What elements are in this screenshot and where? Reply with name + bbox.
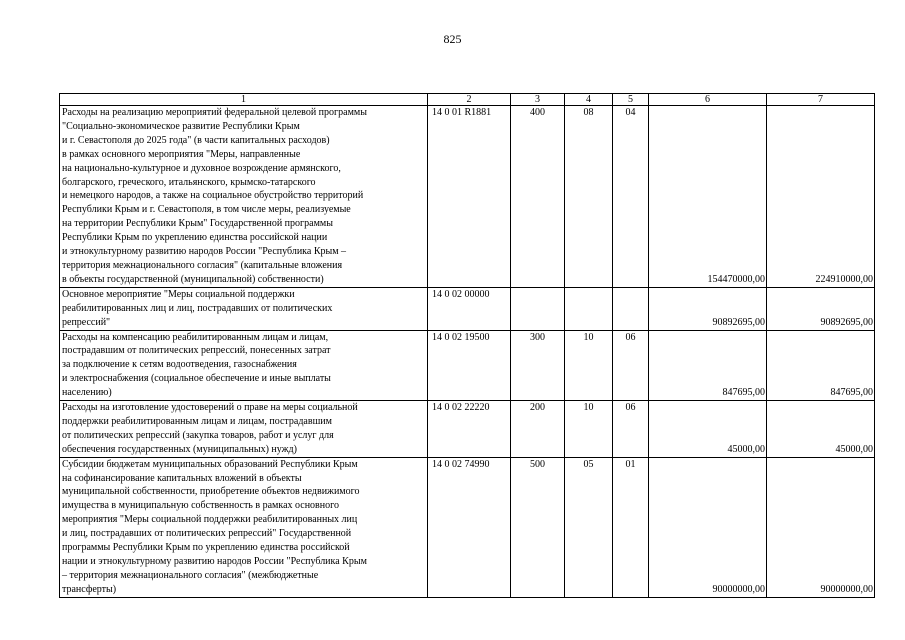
row-description: Расходы на реализацию мероприятий федеральной целевой программы "Социально-экономическое развитие Республики Крым и г. Севастополя до 2025 года" (в части капитальных расходов) в рамках основного мероприятия "Меры, направленные на национально-культурное и духовное возрождение армянского, болгарского, греческого, итальянского, крымско-татарского и немецкого народов, а также на социальное обустройство территорий Республики Крым и г. Севастополя, в том числе меры, реализуемые на территории Республики Крым" Государственной программы Республики Крым по укреплению единства российской нации и этнокультурному развитию народов России "Республика Крым – территория межнационального согласия" (капитальные вложения в объекты государственной (муниципальной) собственности) bbox=[60, 106, 428, 288]
row-description: Расходы на компенсацию реабилитированным лицам и лицам, пострадавшим от политических репрессий, понесенных затрат за подключение к сетям водоотведения, газоснабжения и электроснабжения (социальное обеспечение и иные выплаты населению) bbox=[60, 330, 428, 401]
row-amount-col7: 224910000,00 bbox=[767, 106, 875, 288]
row-expense-type: 200 bbox=[511, 401, 565, 458]
table-row bbox=[60, 457, 875, 597]
row-subsection: 06 bbox=[613, 330, 649, 401]
row-subsection: 04 bbox=[613, 106, 649, 288]
table-header-row bbox=[60, 94, 875, 106]
table-row bbox=[60, 287, 875, 330]
column-header: 3 bbox=[511, 94, 565, 106]
row-code: 14 0 02 22220 bbox=[428, 401, 511, 458]
row-amount-col6: 90000000,00 bbox=[649, 457, 767, 597]
column-header: 6 bbox=[649, 94, 767, 106]
table-row bbox=[60, 330, 875, 401]
row-subsection: 01 bbox=[613, 457, 649, 597]
row-code: 14 0 01 R1881 bbox=[428, 106, 511, 288]
row-expense-type: 300 bbox=[511, 330, 565, 401]
row-subsection bbox=[613, 287, 649, 330]
row-expense-type: 400 bbox=[511, 106, 565, 288]
column-header: 7 bbox=[767, 94, 875, 106]
row-amount-col7: 45000,00 bbox=[767, 401, 875, 458]
row-section: 08 bbox=[565, 106, 613, 288]
row-section: 10 bbox=[565, 330, 613, 401]
row-amount-col6: 45000,00 bbox=[649, 401, 767, 458]
row-amount-col6: 847695,00 bbox=[649, 330, 767, 401]
row-section: 10 bbox=[565, 401, 613, 458]
table-row bbox=[60, 106, 875, 288]
row-amount-col7: 90892695,00 bbox=[767, 287, 875, 330]
column-header: 5 bbox=[613, 94, 649, 106]
row-amount-col7: 847695,00 bbox=[767, 330, 875, 401]
row-code: 14 0 02 19500 bbox=[428, 330, 511, 401]
page-number: 825 bbox=[443, 32, 462, 46]
row-amount-col6: 154470000,00 bbox=[649, 106, 767, 288]
row-description: Основное мероприятие "Меры социальной поддержки реабилитированных лиц и лиц, пострадавших от политических репрессий" bbox=[60, 287, 428, 330]
budget-table bbox=[59, 93, 875, 598]
row-expense-type: 500 bbox=[511, 457, 565, 597]
table-row bbox=[60, 401, 875, 458]
row-description: Субсидии бюджетам муниципальных образований Республики Крым на софинансирование капитальных вложений в объекты муниципальной собственности, приобретение объектов недвижимого имущества в муниципальную собственность в рамках основного мероприятия "Меры социальной поддержки реабилитированных лиц и лиц, пострадавших от политических репрессий" Государственной программы Республики Крым по укреплению единства российской нации и этнокультурному развитию народов России "Республика Крым – территория межнационального согласия" (межбюджетные трансферты) bbox=[60, 457, 428, 597]
row-expense-type bbox=[511, 287, 565, 330]
column-header: 2 bbox=[428, 94, 511, 106]
row-subsection: 06 bbox=[613, 401, 649, 458]
column-header: 4 bbox=[565, 94, 613, 106]
row-section: 05 bbox=[565, 457, 613, 597]
column-header: 1 bbox=[60, 94, 428, 106]
row-amount-col6: 90892695,00 bbox=[649, 287, 767, 330]
row-code: 14 0 02 00000 bbox=[428, 287, 511, 330]
row-section bbox=[565, 287, 613, 330]
row-code: 14 0 02 74990 bbox=[428, 457, 511, 597]
row-amount-col7: 90000000,00 bbox=[767, 457, 875, 597]
row-description: Расходы на изготовление удостоверений о праве на меры социальной поддержки реабилитированным лицам и лицам, пострадавшим от политических репрессий (закупка товаров, работ и услуг для обеспечения государственных (муниципальных) нужд) bbox=[60, 401, 428, 458]
